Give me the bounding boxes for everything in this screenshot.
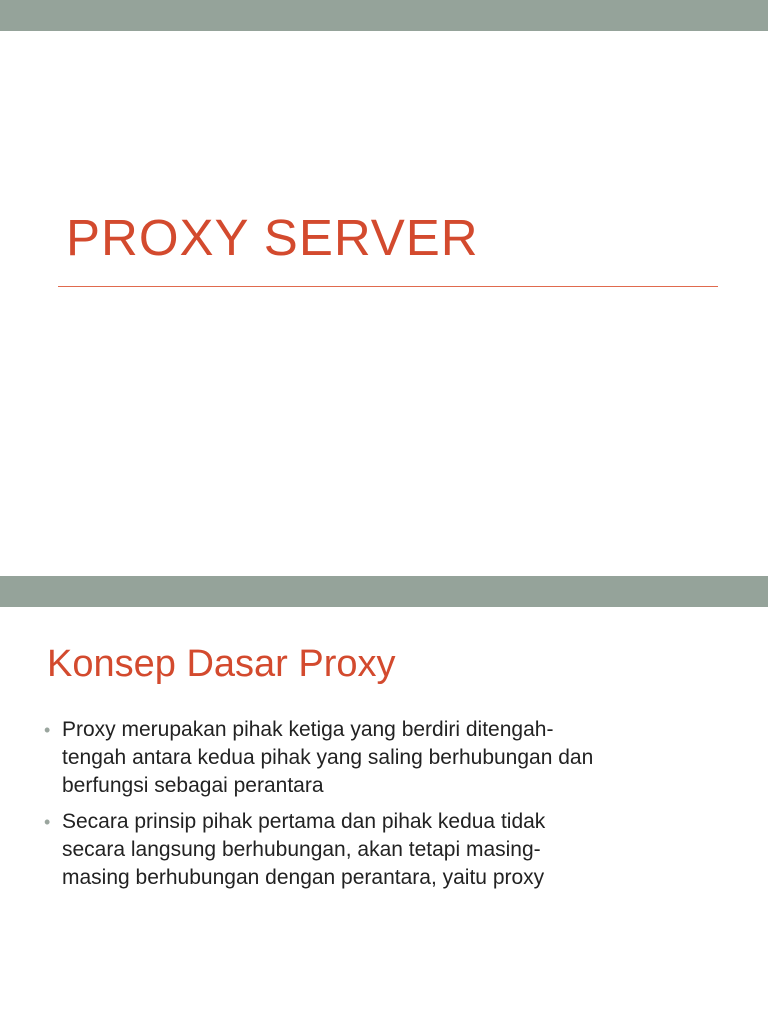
top-band	[0, 576, 768, 607]
bullet-item	[40, 808, 730, 892]
bullet-text-line: secara langsung berhubungan, akan tetapi masing-	[62, 838, 541, 861]
bullet-icon: •	[44, 720, 51, 740]
top-band	[0, 0, 768, 31]
bullet-item	[40, 716, 730, 800]
bullet-text-line: masing berhubungan dengan perantara, yaitu proxy	[62, 866, 545, 889]
slide-title: PROXY SERVER	[66, 209, 479, 266]
title-divider	[58, 286, 718, 287]
bullet-list	[40, 716, 730, 900]
section-title: Konsep Dasar Proxy	[47, 643, 396, 685]
bullet-text-line: berfungsi sebagai perantara	[62, 774, 324, 797]
bullet-icon: •	[44, 812, 51, 832]
bullet-text-line: Secara prinsip pihak pertama dan pihak kedua tidak	[62, 810, 546, 833]
bullet-text-line: tengah antara kedua pihak yang saling berhubungan dan	[62, 746, 594, 769]
bullet-text-line: Proxy merupakan pihak ketiga yang berdiri ditengah-	[62, 718, 554, 741]
content-slide	[0, 576, 768, 1024]
